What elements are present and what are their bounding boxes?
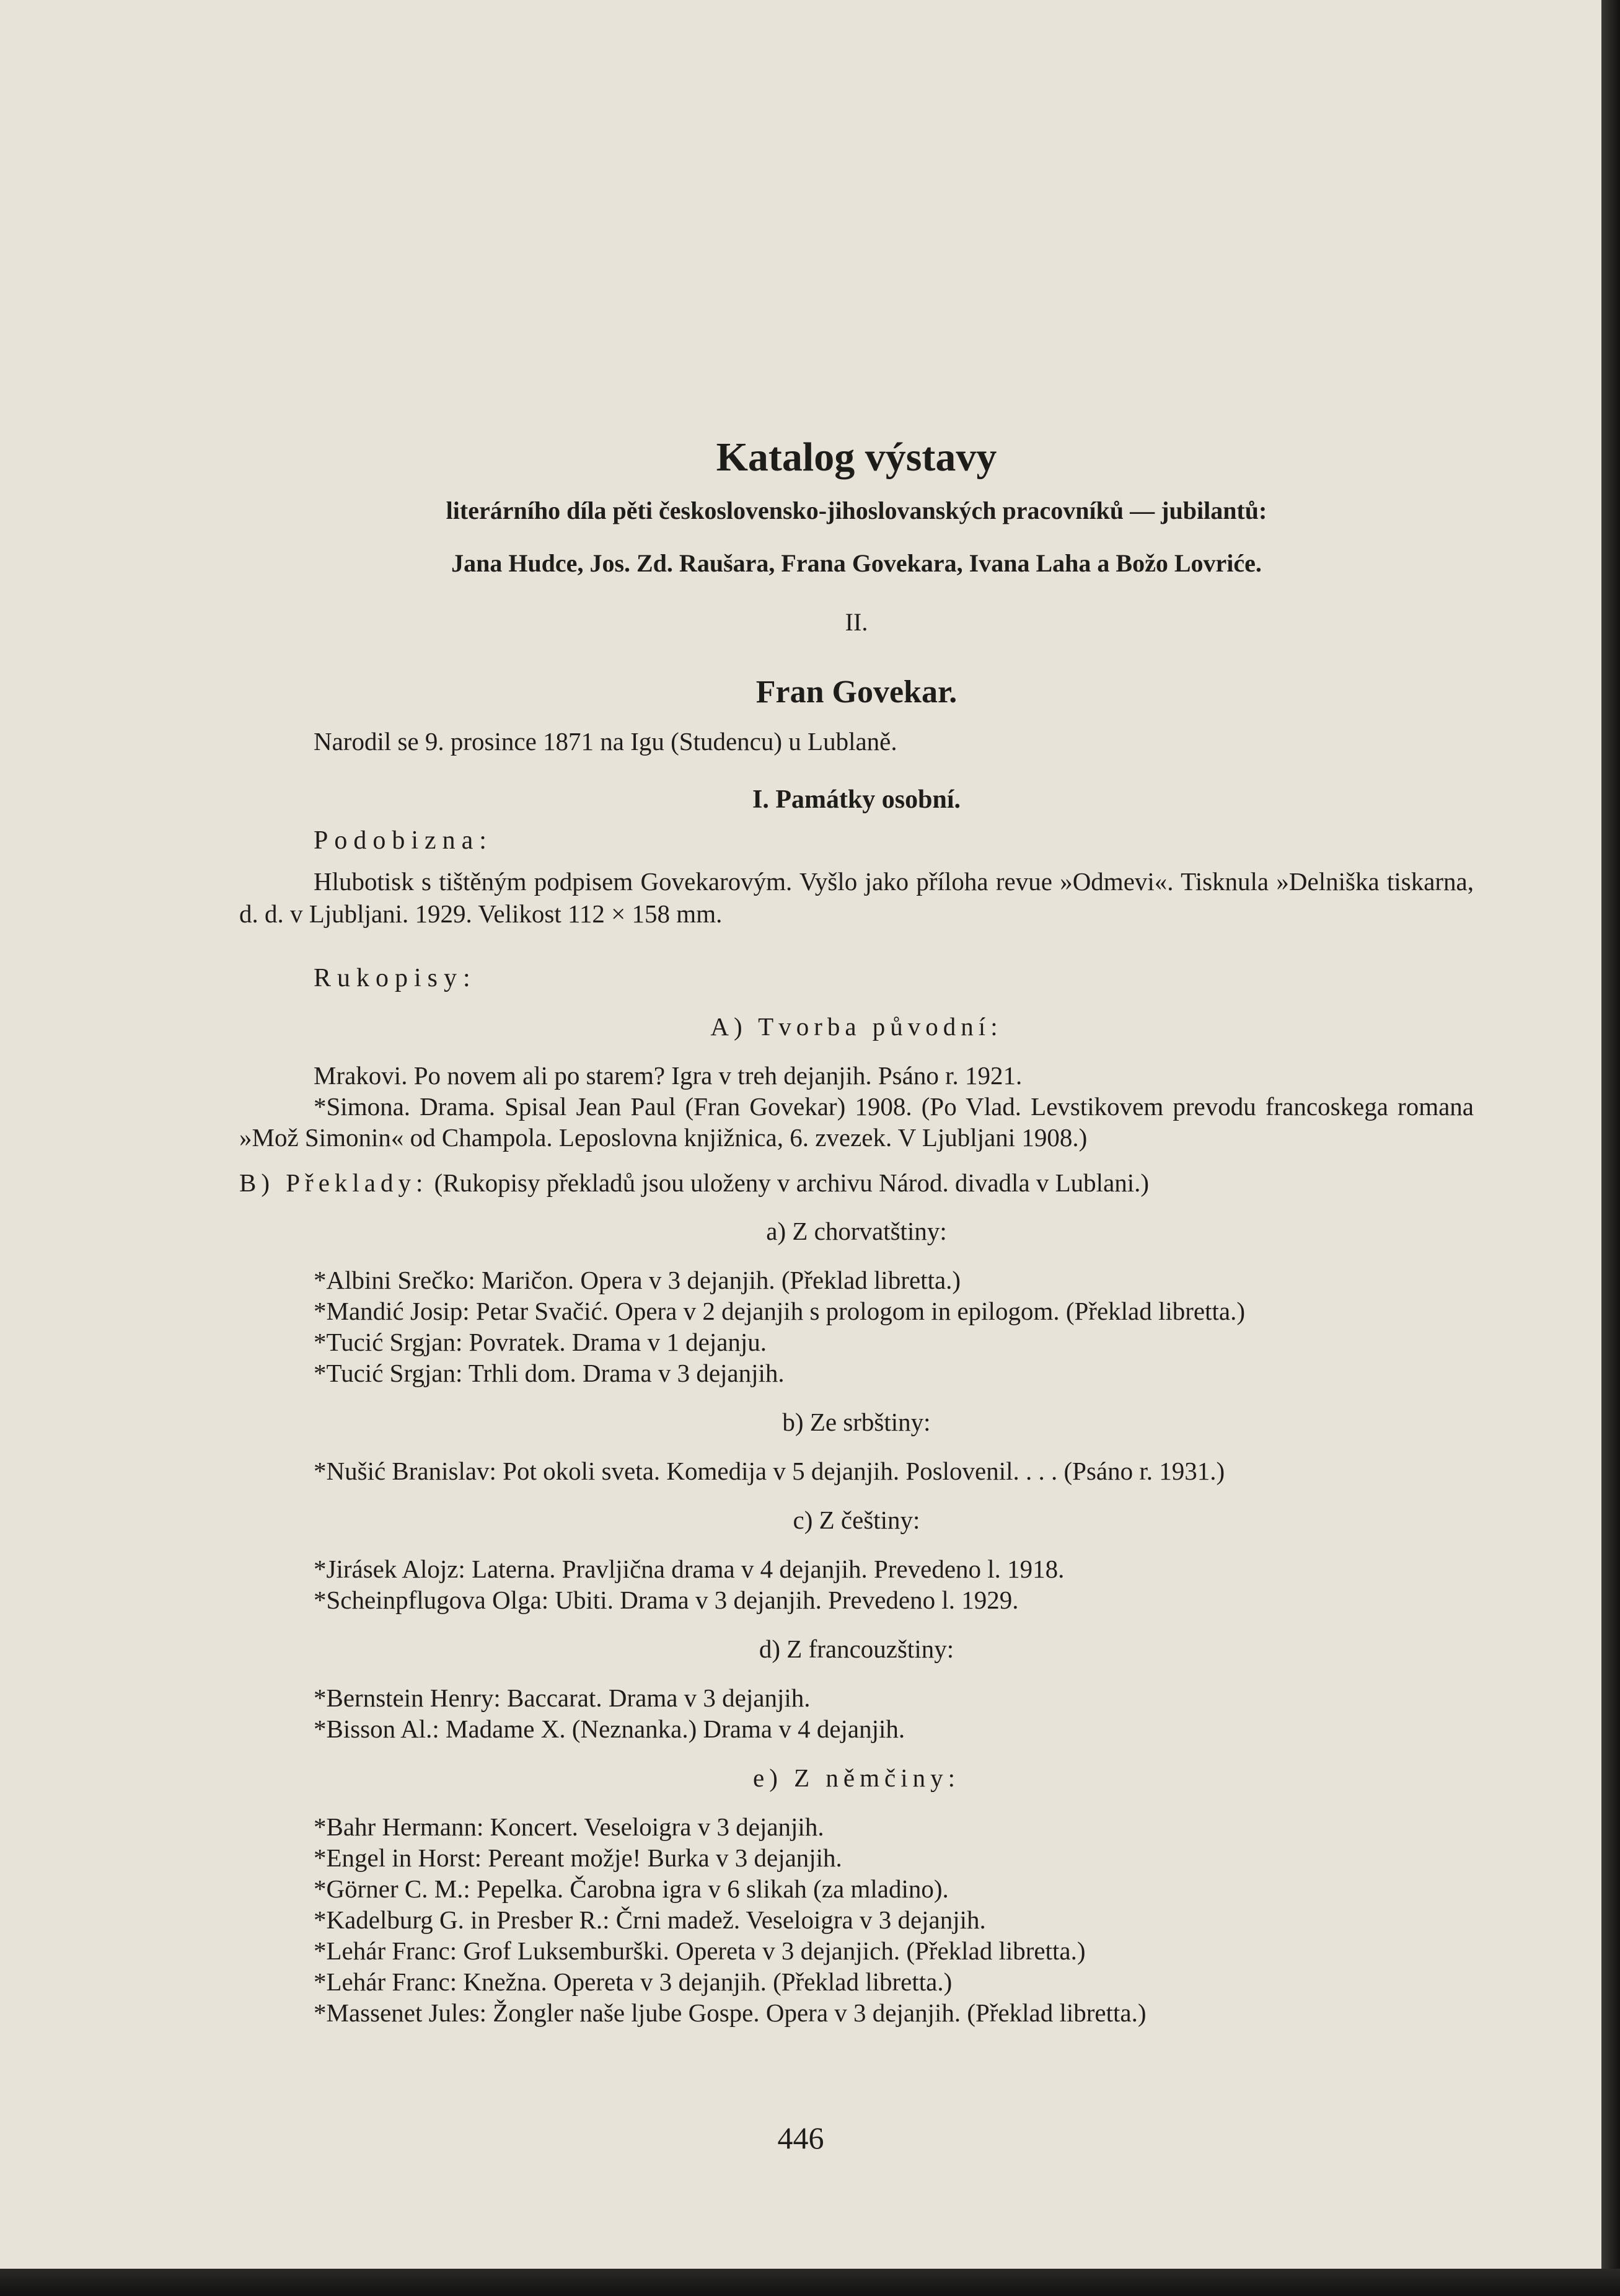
list-item: *Bisson Al.: Madame X. (Neznanka.) Drama v 4 dejanjih.: [314, 1715, 905, 1743]
subtitle-line-1: literárního díla pěti československo-jihoslovanských pracovníků — jubilantů:: [446, 497, 1267, 524]
section-personal: I. Památky osobní.: [752, 785, 961, 814]
part-number: II.: [845, 608, 868, 636]
portrait-label: Podobizna:: [314, 826, 493, 855]
list-item: *Albini Srečko: Maričon. Opera v 3 dejanjih. (Překlad libretta.): [314, 1266, 961, 1294]
list-item: *Massenet Jules: Žongler naše ljube Gospe. Opera v 3 dejanjih. (Překlad libretta.): [314, 1998, 1147, 2027]
page-number: 446: [777, 2121, 824, 2155]
original-item: *Simona. Drama. Spisal Jean Paul (Fran Govekar) 1908. (Po Vlad. Levstikovem prevodu francoskega romana »Mož Simonin« od Champola. Leposlovna knjižnica, 6. zvezek. V Ljubljani 1908.): [239, 1092, 1474, 1152]
original-heading: A) Tvorba původní:: [710, 1012, 1003, 1041]
portrait-text: Hlubotisk s tištěným podpisem Govekarovým. Vyšlo jako příloha revue »Odmevi«. Tisknula »Delniška tiskarna, d. d. v Ljubljani. 1929. Velikost 112 × 158 mm.: [239, 867, 1474, 928]
list-item: *Tucić Srgjan: Trhli dom. Drama v 3 dejanjih.: [314, 1359, 785, 1387]
list-item: *Lehár Franc: Grof Luksemburški. Opereta v 3 dejanjich. (Překlad libretta.): [314, 1936, 1086, 1965]
list-item: *Nušić Branislav: Pot okoli sveta. Komedija v 5 dejanjih. Poslovenil. . . . (Psáno r. 1931.): [314, 1457, 1225, 1485]
translations-line: [239, 1168, 1474, 1198]
page-content: [239, 397, 1474, 2028]
page-title: Katalog výstavy: [716, 435, 997, 480]
group-heading: e) Z němčiny:: [753, 1764, 960, 1792]
list-item: *Scheinpflugova Olga: Ubiti. Drama v 3 dejanjih. Prevedeno l. 1929.: [314, 1586, 1019, 1614]
group-heading: b) Ze srbštiny:: [782, 1408, 931, 1436]
translations-note: (Rukopisy překladů jsou uloženy v archivu Národ. divadla v Lublani.): [434, 1168, 1150, 1197]
translations-label: B) Překlady:: [239, 1168, 428, 1197]
list-item: *Engel in Horst: Pereant možje! Burka v 3 dejanjih.: [314, 1843, 842, 1872]
group-heading: d) Z francouzštiny:: [759, 1635, 954, 1663]
list-item: *Lehár Franc: Knežna. Opereta v 3 dejanjih. (Překlad libretta.): [314, 1967, 953, 1996]
scan-edge-bottom: [0, 2269, 1620, 2296]
list-item: *Kadelburg G. in Presber R.: Črni madež. Veseloigra v 3 dejanjih.: [314, 1905, 986, 1934]
birth-note: Narodil se 9. prosince 1871 na Igu (Studencu) u Lublaně.: [314, 727, 897, 756]
manuscripts-label: Rukopisy:: [314, 964, 477, 992]
translation-groups: [239, 1216, 1474, 2028]
list-item: *Görner C. M.: Pepelka. Čarobna igra v 6 slikah (za mladino).: [314, 1874, 949, 1903]
group-heading: a) Z chorvatštiny:: [766, 1217, 947, 1245]
list-item: *Bahr Hermann: Koncert. Veseloigra v 3 dejanjih.: [314, 1813, 824, 1841]
list-item: *Mandić Josip: Petar Svačić. Opera v 2 dejanjih s prologom in epilogom. (Překlad libretta.): [314, 1297, 1246, 1325]
original-item: Mrakovi. Po novem ali po starem? Igra v treh dejanjih. Psáno r. 1921.: [314, 1061, 1023, 1090]
group-heading: c) Z češtiny:: [793, 1506, 920, 1534]
person-name: Fran Govekar.: [755, 674, 957, 710]
scan-edge-right: [1601, 0, 1620, 2296]
list-item: *Jirásek Alojz: Laterna. Pravljična drama v 4 dejanjih. Prevedeno l. 1918.: [314, 1555, 1065, 1583]
list-item: *Bernstein Henry: Baccarat. Drama v 3 dejanjih.: [314, 1684, 811, 1712]
list-item: *Tucić Srgjan: Povratek. Drama v 1 dejanju.: [314, 1328, 767, 1356]
subtitle-line-2: Jana Hudce, Jos. Zd. Raušara, Frana Govekara, Ivana Laha a Božo Lovriće.: [451, 549, 1262, 577]
